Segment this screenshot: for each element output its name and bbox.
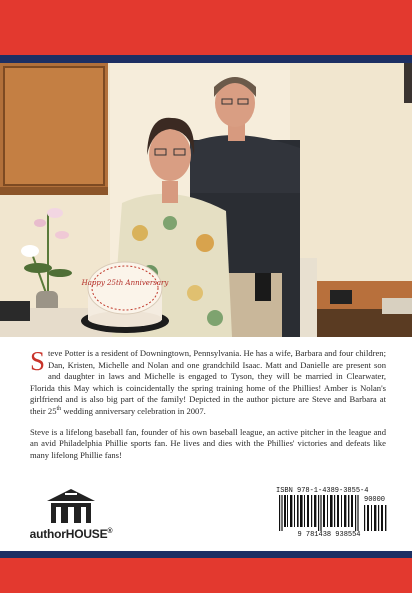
isbn-text: ISBN 978-1-4389-3855-4: [276, 487, 369, 495]
ean-barcode: [279, 495, 361, 531]
bio-text-1-end: wedding anniversary celebration in 2007.: [61, 405, 206, 416]
price-code: 90000: [364, 496, 386, 504]
authorhouse-icon: [43, 487, 99, 525]
cake-inscription: Happy 25th Anniversary: [81, 279, 169, 287]
top-red-band: [0, 0, 412, 55]
bio-paragraph-1: [30, 348, 386, 418]
top-navy-stripe: [0, 55, 412, 63]
publisher-logo: [26, 487, 116, 549]
bottom-red-band: [0, 558, 412, 593]
bio-superscript: th: [56, 406, 62, 413]
drop-cap: S: [30, 346, 46, 376]
author-photo: [0, 63, 412, 337]
ean-number: 9 781438 938554: [297, 531, 361, 539]
bottom-navy-stripe: [0, 551, 412, 558]
bio-text-1: teve Potter is a resident of Downingtown, Pennsylvania. He has a wife, Barbara and four children; Dan, Kristen, Michelle and Nolan and one grandchild Isaac. Matt and Danielle are present son and daughter in laws and Michelle is engaged to Tyson, they will be married in Clearwater, Florida this May which is coincidentally the spring training home of the Phillies! Amber is Nolan's girlfriend and is also big part of the family! Depicted in the author picture are Steve and Barbara at their 25: [30, 348, 386, 416]
bio-paragraph-2: Steve is a lifelong baseball fan, founder of his own baseball league, an active pitcher in the league and an avid Philadelphia Phillie sports fan. He lives and dies with the Phillies' victories and defeats like many lifelong Phillie fans!: [30, 426, 386, 460]
publisher-name: authorHOUSE®: [29, 527, 113, 541]
price-barcode: [364, 505, 388, 531]
author-bio: [30, 348, 386, 470]
